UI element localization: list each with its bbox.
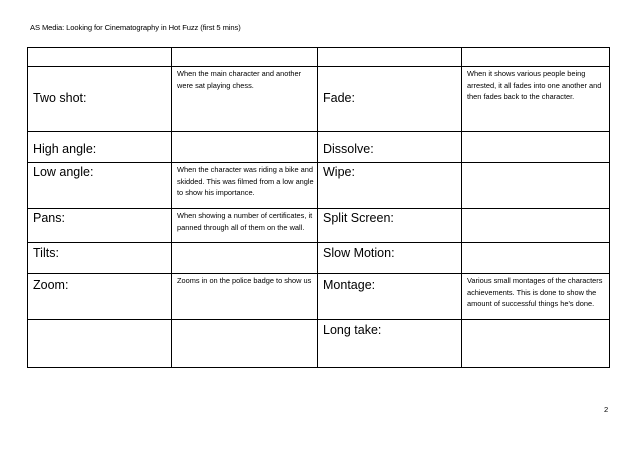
note-cell bbox=[172, 132, 318, 163]
term-pans: Pans: bbox=[33, 211, 65, 225]
term-cell bbox=[318, 132, 462, 163]
table-row bbox=[28, 67, 610, 132]
note-cell bbox=[462, 48, 610, 67]
note-cell bbox=[462, 243, 610, 274]
term-cell bbox=[28, 274, 172, 320]
note-wipe bbox=[462, 163, 609, 164]
note-cell bbox=[172, 67, 318, 132]
term-cell bbox=[28, 163, 172, 209]
table-row bbox=[28, 163, 610, 209]
table-row bbox=[28, 320, 610, 368]
note-cell bbox=[172, 163, 318, 209]
note-tilts bbox=[172, 243, 317, 244]
note-low-angle: When the character was riding a bike and skidded. This was filmed from a low angle to show his importance. bbox=[177, 165, 314, 197]
term-empty bbox=[28, 320, 171, 322]
note-cell bbox=[462, 274, 610, 320]
note-fade: When it shows various people being arrested, it all fades into one another and then fades back to the character. bbox=[467, 69, 602, 101]
note-cell bbox=[462, 163, 610, 209]
term-split-screen: Split Screen: bbox=[323, 211, 394, 225]
term-zoom: Zoom: bbox=[33, 278, 69, 292]
term-wipe: Wipe: bbox=[323, 165, 355, 179]
term-dissolve: Dissolve: bbox=[323, 142, 374, 156]
term-cell bbox=[28, 67, 172, 132]
note-pans: When showing a number of certificates, it panned through all of them on the wall. bbox=[177, 211, 313, 232]
table-row bbox=[28, 48, 610, 67]
term-cell bbox=[318, 163, 462, 209]
term-long-take: Long take: bbox=[323, 323, 382, 337]
term-cell bbox=[318, 209, 462, 243]
table-row bbox=[28, 243, 610, 274]
note-cell bbox=[172, 320, 318, 368]
term-cell bbox=[318, 48, 462, 67]
note-slow-motion bbox=[462, 243, 609, 244]
term-cell bbox=[28, 320, 172, 368]
term-slow-motion: Slow Motion: bbox=[323, 246, 395, 260]
note-cell bbox=[462, 209, 610, 243]
note-zoom: Zooms in on the police badge to show us bbox=[177, 276, 312, 285]
note-cell bbox=[172, 209, 318, 243]
note-dissolve bbox=[462, 132, 609, 133]
term-cell bbox=[318, 320, 462, 368]
note-split-screen bbox=[462, 209, 609, 210]
note-long-take bbox=[462, 320, 609, 321]
note-cell bbox=[462, 320, 610, 368]
term-cell bbox=[318, 243, 462, 274]
term-tilts: Tilts: bbox=[33, 246, 59, 260]
note-high-angle bbox=[172, 132, 317, 133]
document-title: AS Media: Looking for Cinematography in Hot Fuzz (first 5 mins) bbox=[30, 23, 241, 32]
note-cell bbox=[172, 48, 318, 67]
term-cell bbox=[318, 274, 462, 320]
table-row bbox=[28, 209, 610, 243]
note-cell bbox=[172, 243, 318, 274]
note-cell bbox=[172, 274, 318, 320]
note-cell bbox=[462, 132, 610, 163]
page-number: 2 bbox=[604, 405, 609, 414]
table-row bbox=[28, 274, 610, 320]
table-row bbox=[28, 132, 610, 163]
term-fade: Fade: bbox=[323, 91, 355, 105]
note-two-shot: When the main character and another were sat playing chess. bbox=[177, 69, 302, 90]
term-low-angle: Low angle: bbox=[33, 165, 94, 179]
term-high-angle: High angle: bbox=[33, 142, 97, 156]
term-cell bbox=[28, 48, 172, 67]
term-cell bbox=[28, 243, 172, 274]
term-cell bbox=[28, 209, 172, 243]
note-cell bbox=[462, 67, 610, 132]
term-two-shot: Two shot: bbox=[33, 91, 87, 105]
term-cell bbox=[318, 67, 462, 132]
term-cell bbox=[28, 132, 172, 163]
note-montage: Various small montages of the characters achievements. This is done to show the amount of successful things he's done. bbox=[467, 276, 603, 308]
term-montage: Montage: bbox=[323, 278, 376, 292]
cinematography-table bbox=[27, 47, 610, 368]
note-empty bbox=[172, 320, 317, 321]
